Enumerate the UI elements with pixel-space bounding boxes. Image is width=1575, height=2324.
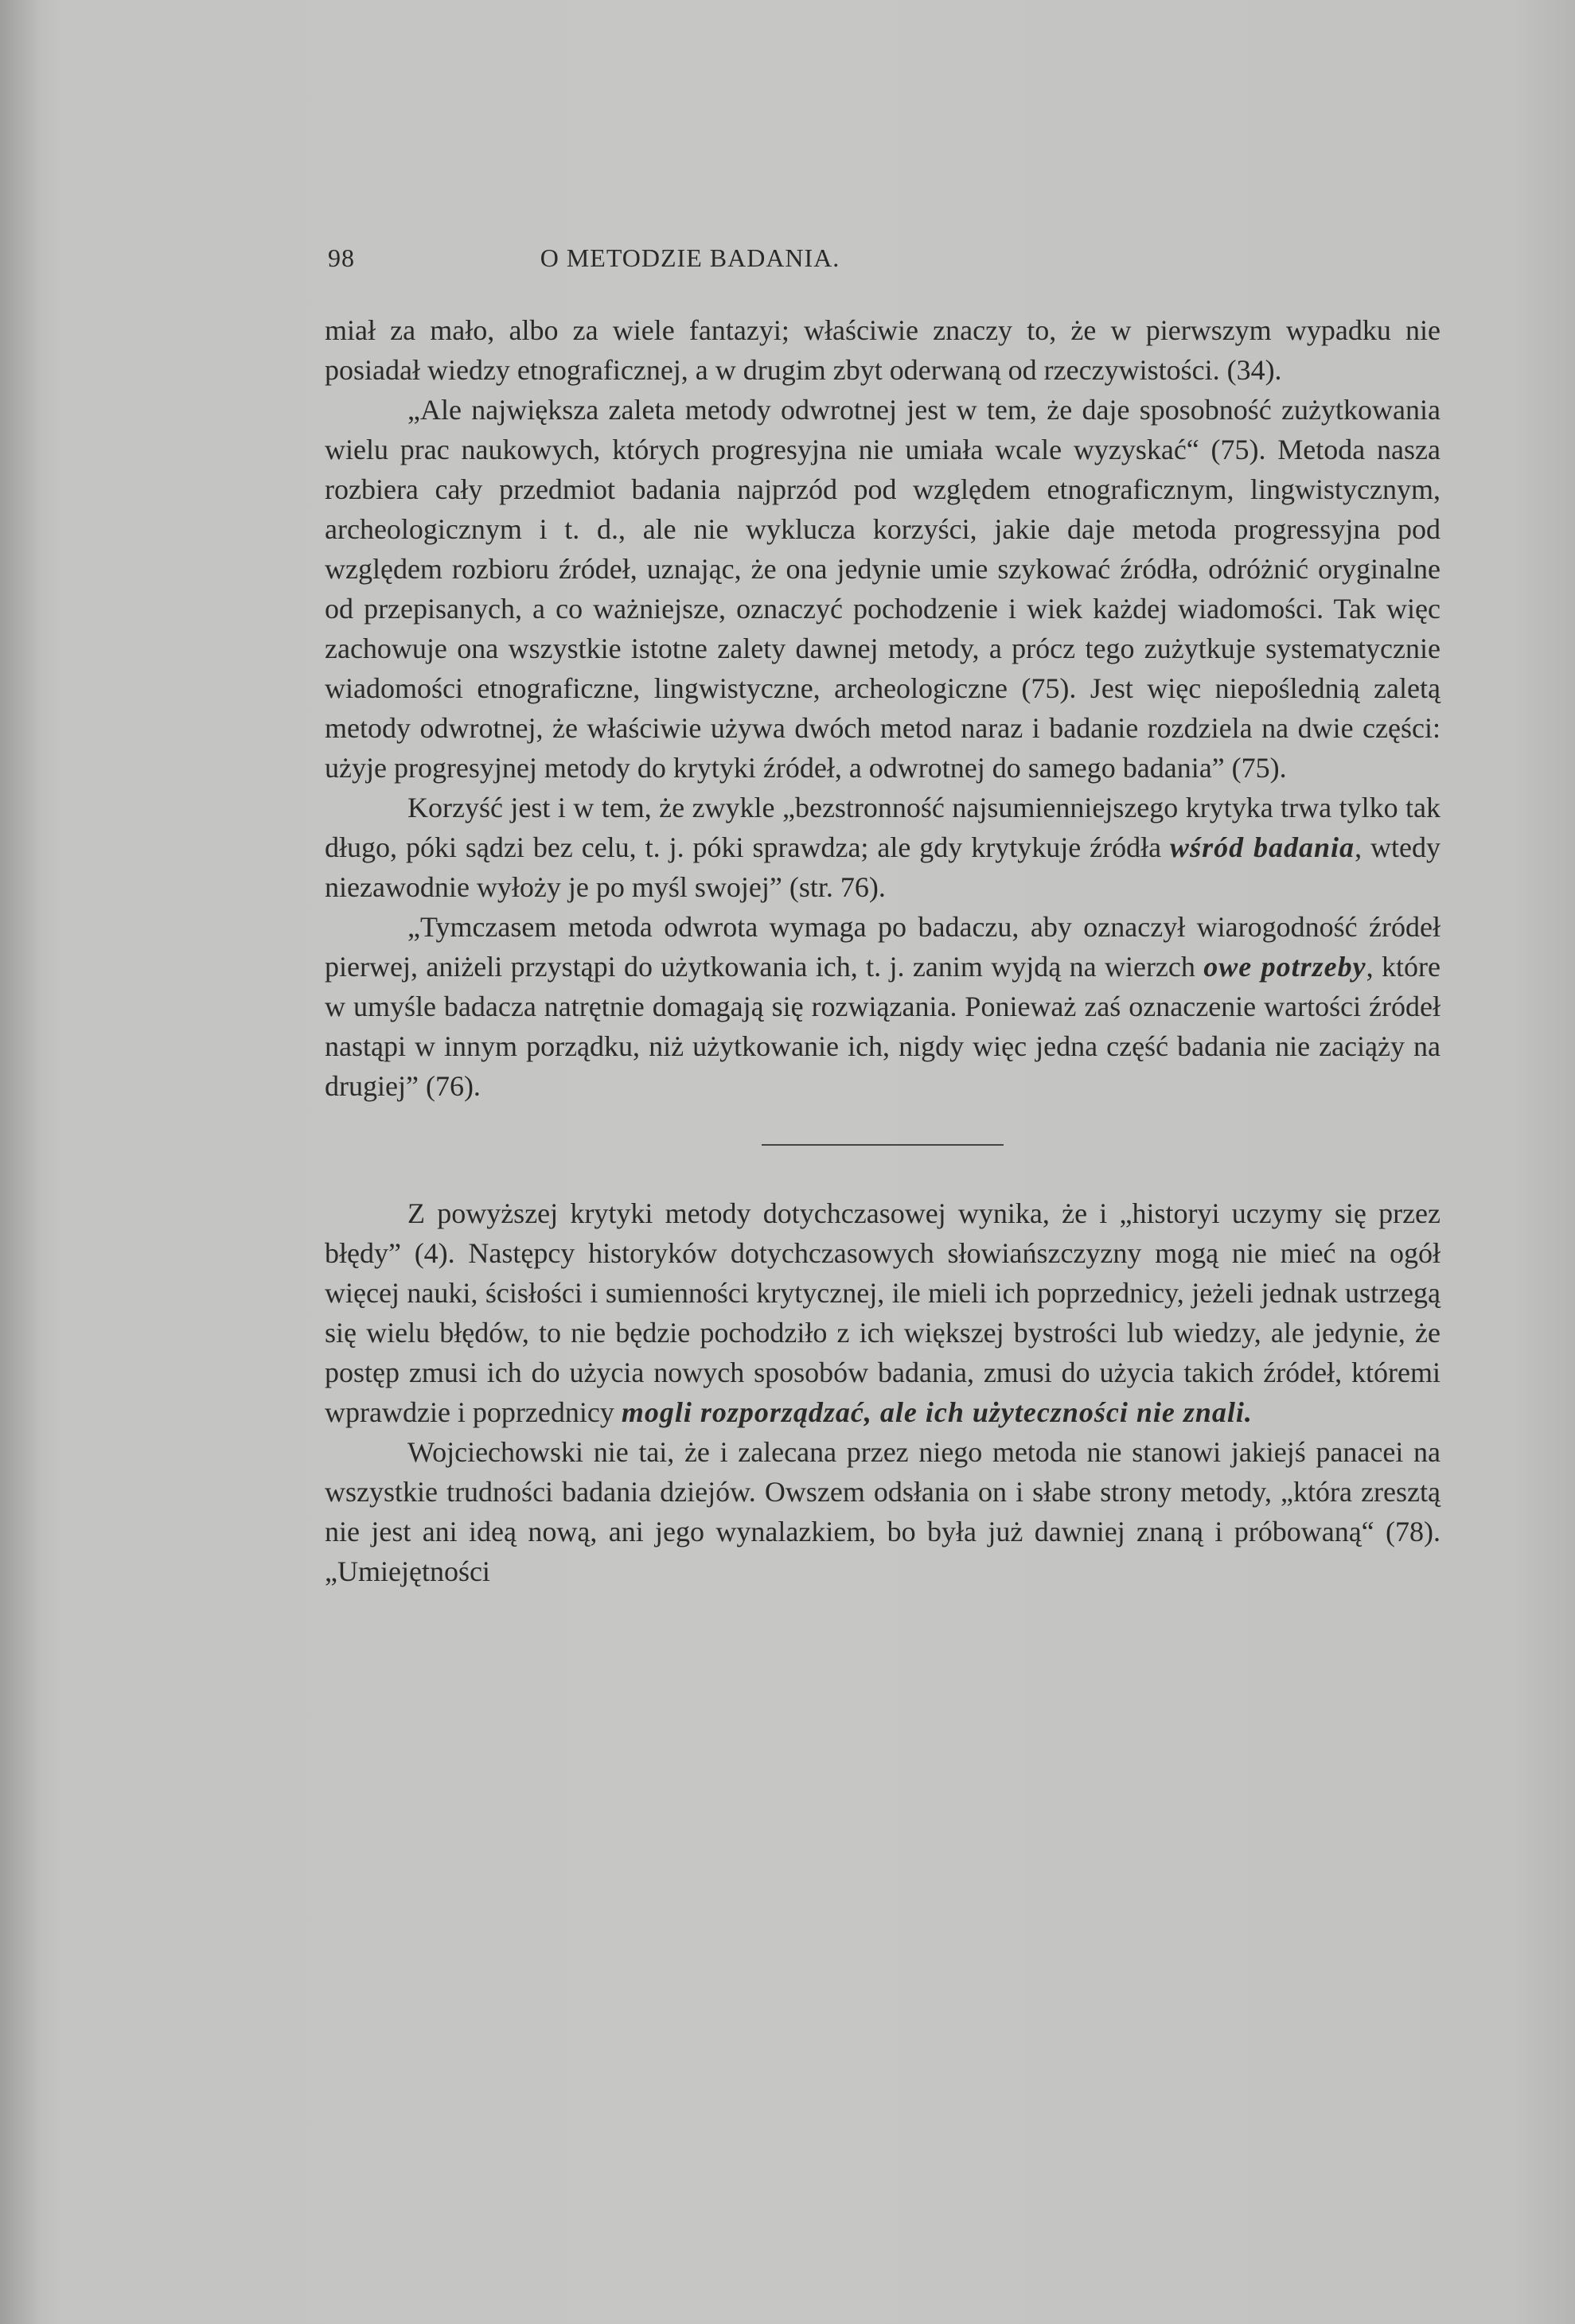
section-divider (762, 1144, 1004, 1146)
page-header (328, 243, 1052, 278)
text-run: miał za mało, albo za wiele fantazyi; właściwie znaczy to, że w pierwszym wypadku nie posiadał wiedzy etnograficznej, a w drugim zbyt oderwaną od rzeczywistości. (34). (325, 314, 1441, 386)
text-run: Z powyższej krytyki metody dotychczasowej wynika, że i „historyi uczymy się przez błędy” (4). Następcy historyków dotychczasowych słowiańszczyzny mogą nie mieć na ogół więcej nauki, ścisłości i sumienności krytycznej, ile mieli ich poprzednicy, jeżeli jednak ustrzegą się wielu błędów, to nie będzie pochodziło z ich większej bystrości lub wiedzy, ale jedynie, że postęp zmusi ich do użycia nowych sposobów badania, zmusi do użycia takich źródeł, któremi wprawdzie i poprzednicy (325, 1197, 1441, 1428)
paragraph (325, 390, 1441, 788)
running-title: O METODZIE BADANIA. (540, 243, 840, 272)
paragraph (325, 788, 1441, 907)
emphasized-text: owe potrzeby (1203, 951, 1366, 983)
text-run: Wojciechowski nie tai, że i zalecana przez niego metoda nie stanowi jakiejś panacei na wszystkie trudności badania dziejów. Owszem odsłania on i słabe strony metody, „która zresztą nie jest ani ideą nową, ani jego wynalazkiem, bo była już dawniej znaną i próbowaną“ (78). „Umiejętności (325, 1436, 1441, 1587)
text-run: , wtedy niezawodnie wyłoży je po myśl swojej” (str. 76). (325, 831, 1441, 903)
text-run: , które w umyśle badacza natrętnie domagają się rozwiązania. Ponieważ zaś oznaczenie wartości źródeł nastąpi w innym porządku, niż użytkowanie ich, nigdy więc jedna część badania nie zaciąży na drugiej” (76). (325, 951, 1441, 1102)
paragraph (325, 1193, 1441, 1432)
text-run: „Ale największa zaleta metody odwrotnej jest w tem, że daje sposobność zużytkowania wielu prac naukowych, których progresyjna nie umiała wcale wyzyskać“ (75). Metoda nasza rozbiera cały przedmiot badania najprzód pod względem etnograficznym, lingwistycznym, archeologicznym i t. d., ale nie wyklucza korzyści, jakie daje metoda progressyjna pod względem rozbioru źródeł, uznając, że ona jedynie umie szykować źródła, odróżnić oryginalne od przepisanych, a co ważniejsze, oznaczyć pochodzenie i wiek każdej wiadomości. Tak więc zachowuje ona wszystkie istotne zalety dawnej metody, a prócz tego zużytkuje systematycznie wiadomości etnograficzne, lingwistyczne, archeologiczne (75). Jest więc niepoślednią zaletą metody odwrotnej, że właściwie używa dwóch metod naraz i badanie rozdziela na dwie części: użyje progresyjnej metody do krytyki źródeł, a odwrotnej do samego badania” (75). (325, 394, 1441, 784)
text-run: „Tymczasem metoda odwrota wymaga po badaczu, aby oznaczył wiarogodność źródeł pierwej, aniżeli przystąpi do użytkowania ich, t. j. zanim wyjdą na wierzch (325, 911, 1441, 983)
paragraph (325, 1432, 1441, 1591)
body-text (325, 310, 1441, 1591)
emphasized-text: mogli rozporządzać, ale ich użyteczności nie znali. (621, 1396, 1253, 1428)
emphasized-text: wśród badania (1170, 831, 1355, 863)
text-run: Korzyść jest i w tem, że zwykle „bezstronność najsumienniejszego krytyka trwa tylko tak długo, póki sądzi bez celu, t. j. póki sprawdza; ale gdy krytykuje źródła (325, 792, 1441, 863)
page-number: 98 (328, 243, 355, 272)
paragraph (325, 907, 1441, 1106)
binding-gutter (0, 0, 38, 2324)
paragraph (325, 310, 1441, 390)
